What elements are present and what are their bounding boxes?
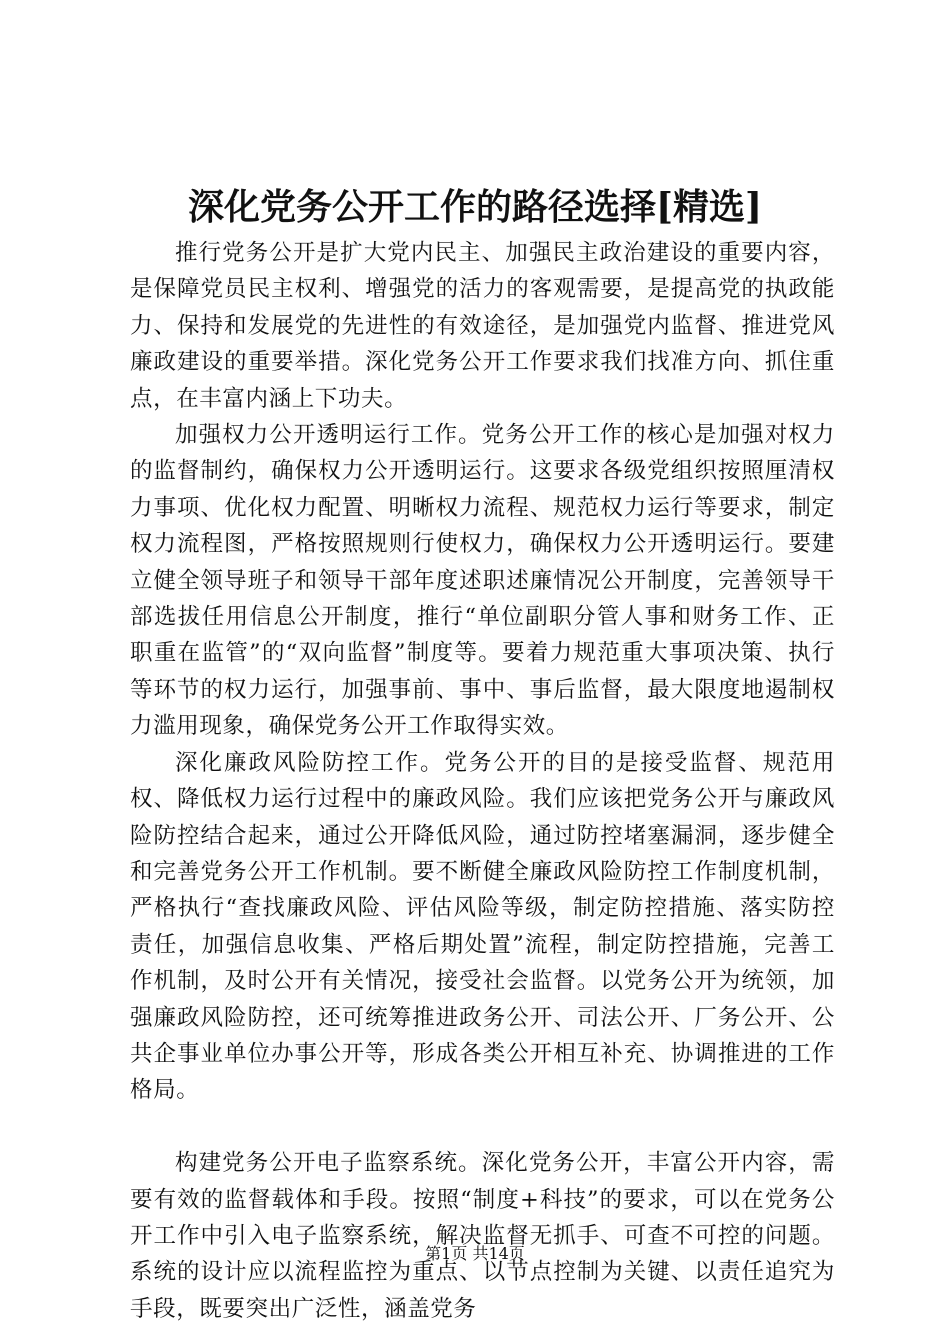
paragraph-risk-control: 深化廉政风险防控工作。党务公开的目的是接受监督、规范用权、降低权力运行过程中的廉政风险。我们应该把党务公开与廉政风险防控结合起来，通过公开降低风险，通过防控堵塞漏洞，逐步健全和完善党务公开工作机制。要不断健全廉政风险防控工作制度机制，严格执行“查找廉政风险、评估风险等级，制定防控措施、落实防控责任，加强信息收集、严格后期处置”流程，制定防控措施，完善工作机制，及时公开有关情况，接受社会监督。以党务公开为统领，加强廉政风险防控，还可统筹推进政务公开、司法公开、厂务公开、公共企事业单位办事公开等，形成各类公开相互补充、协调推进的工作格局。 <box>130 749 835 1104</box>
paragraph-power-transparency: 加强权力公开透明运行工作。党务公开工作的核心是加强对权力的监督制约，确保权力公开透明运行。这要求各级党组织按照厘清权力事项、优化权力配置、明晰权力流程、规范权力运行等要求，制定权力流程图，严格按照规则行使权力，确保权力公开透明运行。要建立健全领导班子和领导干部年度述职述廉情况公开制度，完善领导干部选拔任用信息公开制度，推行“单位副职分管人事和财务工作、正职重在监管”的“双向监督”制度等。要着力规范重大事项决策、执行等环节的权力运行，加强事前、事中、事后监督，最大限度地遏制权力滥用现象，确保党务公开工作取得实效。 <box>130 422 835 740</box>
page-footer: 第1页 共14页 <box>425 1244 525 1263</box>
document-body <box>130 235 835 1327</box>
document-title: 深化党务公开工作的路径选择[精选] <box>187 186 763 228</box>
paragraph-spacer <box>130 1109 835 1145</box>
paragraph-e-supervision: 构建党务公开电子监察系统。深化党务公开，丰富公开内容，需要有效的监督载体和手段。按照“制度+科技”的要求，可以在党务公开工作中引入电子监察系统，解决监督无抓手、可查不可控的问题。系统的设计应以流程监控为重点、以节点控制为关键、以责任追究为手段，既要突出广泛性，涵盖党务 <box>130 1150 835 1322</box>
paragraph-intro: 推行党务公开是扩大党内民主、加强民主政治建设的重要内容，是保障党员民主权利、增强党的活力的客观需要，是提高党的执政能力、保持和发展党的先进性的有效途径，是加强党内监督、推进党风廉政建设的重要举措。深化党务公开工作要求我们找准方向、抓住重点，在丰富内涵上下功夫。 <box>130 240 835 412</box>
